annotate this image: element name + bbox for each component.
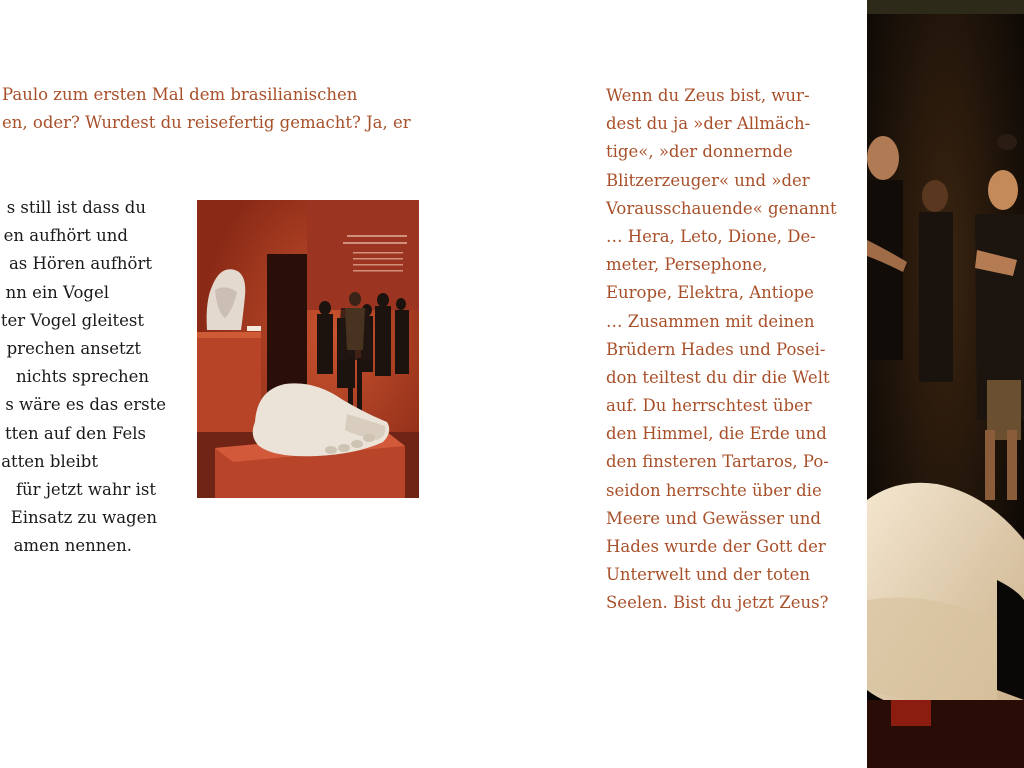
poem-line: für jetzt wahr ist xyxy=(15,479,156,499)
zeus-line: seidon herrschte über die xyxy=(606,480,822,500)
poem-line: Einsatz zu wagen xyxy=(10,508,157,528)
poem-line: tten auf den Fels xyxy=(5,423,146,443)
zeus-line: auf. Du herrschtest über xyxy=(606,396,812,416)
zeus-line: den Himmel, die Erde und xyxy=(606,424,827,444)
zeus-line: den finsteren Tartaros, Po- xyxy=(606,452,829,472)
zeus-line: meter, Persephone, xyxy=(606,255,768,275)
zeus-line: Unterwelt und der toten xyxy=(606,565,810,585)
poem-line: en aufhört und xyxy=(3,226,128,246)
zeus-line: Brüdern Hades und Posei- xyxy=(606,339,826,359)
zeus-line: Vorausschauende« genannt xyxy=(606,198,837,218)
intro-line-1: Paulo zum ersten Mal dem brasilianischen xyxy=(2,85,358,104)
zeus-line: … Hera, Leto, Dione, De- xyxy=(606,226,816,246)
poem-line: ter Vogel gleitest xyxy=(0,310,144,330)
zeus-line: don teiltest du dir die Welt xyxy=(606,367,830,387)
poem-line: s still ist dass du xyxy=(6,198,146,217)
zeus-line: Blitzerzeuger« und »der xyxy=(606,170,810,190)
poem-line: nn ein Vogel xyxy=(5,282,109,302)
zeus-line: tige«, »der donnernde xyxy=(606,142,793,162)
zeus-line: Seelen. Bist du jetzt Zeus? xyxy=(606,593,829,613)
zeus-line: … Zusammen mit deinen xyxy=(606,311,815,331)
zeus-line: Wenn du Zeus bist, wur- xyxy=(606,86,810,105)
intro-line-2: en, oder? Wurdest du reisefertig gemacht? Ja, er xyxy=(2,113,411,132)
zeus-line: dest du ja »der Allmäch- xyxy=(606,114,811,134)
poem-line: as Hören aufhört xyxy=(8,254,152,274)
poem-line: s wäre es das erste xyxy=(5,395,166,415)
poem-line: prechen ansetzt xyxy=(6,338,141,358)
zeus-line: Europe, Elektra, Antiope xyxy=(606,283,814,303)
museum-photo xyxy=(197,200,419,498)
poem-line: amen nennen. xyxy=(13,536,132,556)
zeus-line: Hades wurde der Gott der xyxy=(606,537,826,556)
edge-photo xyxy=(867,0,1024,768)
poem-column xyxy=(0,194,190,560)
zeus-line: Meere und Gewässer und xyxy=(606,508,821,528)
poem-line: atten bleibt xyxy=(1,451,98,471)
zeus-text-column xyxy=(606,82,866,618)
poem-line: nichts sprechen xyxy=(15,367,149,387)
